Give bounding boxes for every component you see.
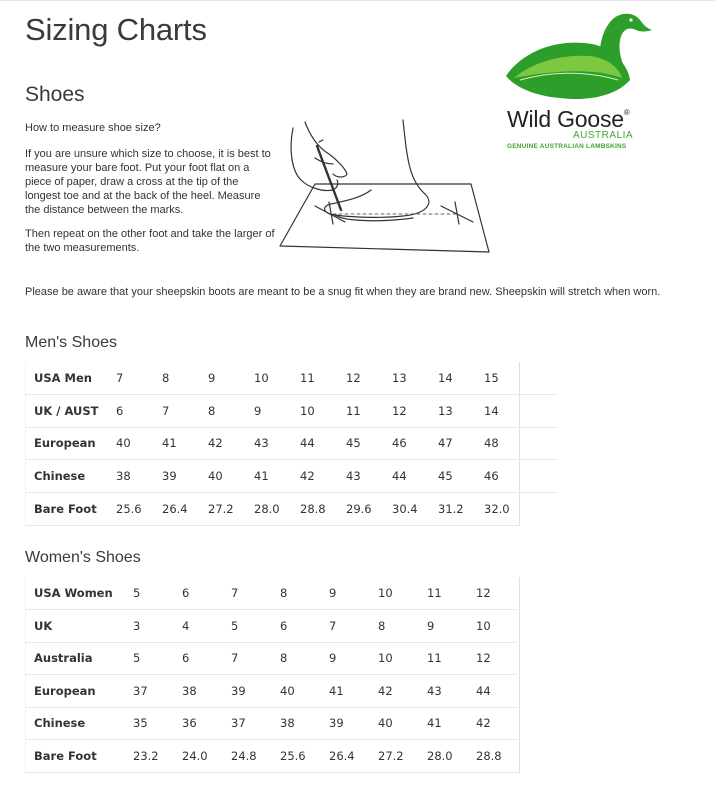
row-label: European <box>25 675 133 708</box>
size-cell: 13 <box>438 395 484 428</box>
size-cell: 14 <box>484 395 558 428</box>
size-cell: 11 <box>427 577 476 610</box>
size-cell: 6 <box>116 395 162 428</box>
size-cell: 28.0 <box>254 501 280 516</box>
foot-measuring-illustration <box>275 118 493 258</box>
row-label: UK / AUST <box>25 395 116 428</box>
size-cell: 7 <box>231 642 280 675</box>
table-row <box>25 642 517 675</box>
size-cell: 11 <box>346 395 392 428</box>
mens-size-table <box>25 362 558 525</box>
table-row <box>25 492 558 525</box>
logo-tagline: GENUINE AUSTRALIAN LAMBSKINS <box>507 143 627 150</box>
size-cell: 28.8 <box>300 501 326 516</box>
size-cell: 36 <box>182 707 231 740</box>
size-cell: 8 <box>378 610 427 643</box>
size-cell: 38 <box>280 707 329 740</box>
size-cell: 29.6 <box>346 501 372 516</box>
size-cell: 41 <box>254 460 300 493</box>
size-cell: 10 <box>254 362 300 395</box>
row-label: Chinese <box>25 707 133 740</box>
wild-goose-logo <box>500 8 660 158</box>
shoes-heading: Shoes <box>25 83 85 106</box>
size-cell: 43 <box>427 675 476 708</box>
size-cell: 23.2 <box>133 749 159 763</box>
page-title: Sizing Charts <box>25 12 207 47</box>
size-cell: 40 <box>116 427 162 460</box>
size-cell: 44 <box>476 675 517 708</box>
size-cell: 27.2 <box>208 501 234 516</box>
size-cell: 6 <box>182 642 231 675</box>
size-cell: 47 <box>438 427 484 460</box>
size-cell: 14 <box>438 362 484 395</box>
size-cell: 26.4 <box>162 501 188 516</box>
row-label: Bare Foot <box>34 749 97 763</box>
table-row <box>25 460 558 493</box>
table-row <box>25 577 517 610</box>
size-cell: 27.2 <box>378 749 404 763</box>
size-cell: 43 <box>346 460 392 493</box>
size-cell: 38 <box>116 460 162 493</box>
size-cell: 24.0 <box>182 749 208 763</box>
size-cell: 39 <box>162 460 208 493</box>
size-cell: 12 <box>346 362 392 395</box>
size-cell: 39 <box>231 675 280 708</box>
size-cell: 7 <box>231 577 280 610</box>
size-cell: 38 <box>182 675 231 708</box>
top-divider <box>0 0 715 1</box>
size-cell: 41 <box>162 427 208 460</box>
size-cell: 8 <box>208 395 254 428</box>
row-label: European <box>25 427 116 460</box>
measure-question: How to measure shoe size? <box>25 122 161 134</box>
size-cell: 46 <box>484 460 558 493</box>
size-cell: 9 <box>329 577 378 610</box>
size-cell: 11 <box>300 362 346 395</box>
size-cell: 13 <box>392 362 438 395</box>
size-cell: 9 <box>254 395 300 428</box>
size-cell: 6 <box>280 610 329 643</box>
table-row <box>25 362 558 395</box>
size-cell: 7 <box>162 395 208 428</box>
measure-paragraph-1: If you are unsure which size to choose, it is best to measure your bare foot. Put your foot flat on a piece of paper, draw a cross at the tip of the longest toe and at the back of the heel. Measure the distance between the marks. <box>25 148 271 216</box>
size-cell: 25.6 <box>116 501 142 516</box>
row-label: Bare Foot <box>34 501 97 516</box>
size-cell: 42 <box>300 460 346 493</box>
size-cell: 5 <box>133 642 182 675</box>
size-cell: 42 <box>208 427 254 460</box>
size-cell: 45 <box>438 460 484 493</box>
size-cell: 45 <box>346 427 392 460</box>
size-cell: 9 <box>208 362 254 395</box>
size-cell: 40 <box>208 460 254 493</box>
size-cell: 41 <box>427 707 476 740</box>
womens-size-table <box>25 577 517 772</box>
size-cell: 7 <box>116 362 162 395</box>
womens-shoes-title: Women's Shoes <box>25 549 141 566</box>
size-cell: 11 <box>427 642 476 675</box>
size-cell: 37 <box>133 675 182 708</box>
table-row <box>25 740 517 773</box>
size-cell: 32.0 <box>484 501 510 516</box>
size-cell: 8 <box>280 577 329 610</box>
size-cell: 7 <box>329 610 378 643</box>
size-cell: 43 <box>254 427 300 460</box>
size-cell: 39 <box>329 707 378 740</box>
mens-shoes-title: Men's Shoes <box>25 334 117 351</box>
size-cell: 9 <box>427 610 476 643</box>
row-label: Chinese <box>25 460 116 493</box>
size-cell: 10 <box>476 610 517 643</box>
size-cell: 3 <box>133 610 182 643</box>
size-cell: 10 <box>378 577 427 610</box>
size-cell: 44 <box>300 427 346 460</box>
row-label: USA Men <box>25 362 116 395</box>
size-cell: 8 <box>280 642 329 675</box>
size-cell: 12 <box>476 577 517 610</box>
row-label: UK <box>25 610 133 643</box>
size-cell: 46 <box>392 427 438 460</box>
size-cell: 37 <box>231 707 280 740</box>
table-row <box>25 707 517 740</box>
table-row <box>25 610 517 643</box>
size-cell: 5 <box>231 610 280 643</box>
size-cell: 28.0 <box>427 749 453 763</box>
table-row <box>25 675 517 708</box>
snug-fit-notice: Please be aware that your sheepskin boots are meant to be a snug fit when they are brand new. Sheepskin will stretch when worn. <box>25 286 661 298</box>
size-cell: 24.8 <box>231 749 257 763</box>
size-cell: 15 <box>484 362 558 395</box>
size-cell: 41 <box>329 675 378 708</box>
measure-instructions <box>25 121 275 265</box>
size-cell: 4 <box>182 610 231 643</box>
size-cell: 31.2 <box>438 501 464 516</box>
size-cell: 10 <box>378 642 427 675</box>
size-cell: 25.6 <box>280 749 306 763</box>
measure-paragraph-2: Then repeat on the other foot and take the larger of the two measurements. <box>25 228 275 254</box>
size-cell: 9 <box>329 642 378 675</box>
row-label: Australia <box>25 642 133 675</box>
size-cell: 44 <box>392 460 438 493</box>
table-row <box>25 427 558 460</box>
size-cell: 26.4 <box>329 749 355 763</box>
size-cell: 28.8 <box>476 749 502 763</box>
size-cell: 6 <box>182 577 231 610</box>
goose-logo-icon <box>500 8 660 108</box>
row-label: USA Women <box>25 577 133 610</box>
size-cell: 12 <box>392 395 438 428</box>
size-cell: 8 <box>162 362 208 395</box>
registered-mark: ® <box>623 108 630 117</box>
table-row <box>25 395 558 428</box>
size-cell: 40 <box>378 707 427 740</box>
size-cell: 30.4 <box>392 501 418 516</box>
size-cell: 48 <box>484 427 558 460</box>
size-cell: 10 <box>300 395 346 428</box>
size-cell: 12 <box>476 642 517 675</box>
size-cell: 42 <box>378 675 427 708</box>
size-cell: 40 <box>280 675 329 708</box>
logo-brand-text: Wild Goose <box>507 106 624 132</box>
size-cell: 5 <box>133 577 182 610</box>
size-cell: 35 <box>133 707 182 740</box>
size-cell: 42 <box>476 707 517 740</box>
logo-subtitle: AUSTRALIA <box>573 130 634 141</box>
